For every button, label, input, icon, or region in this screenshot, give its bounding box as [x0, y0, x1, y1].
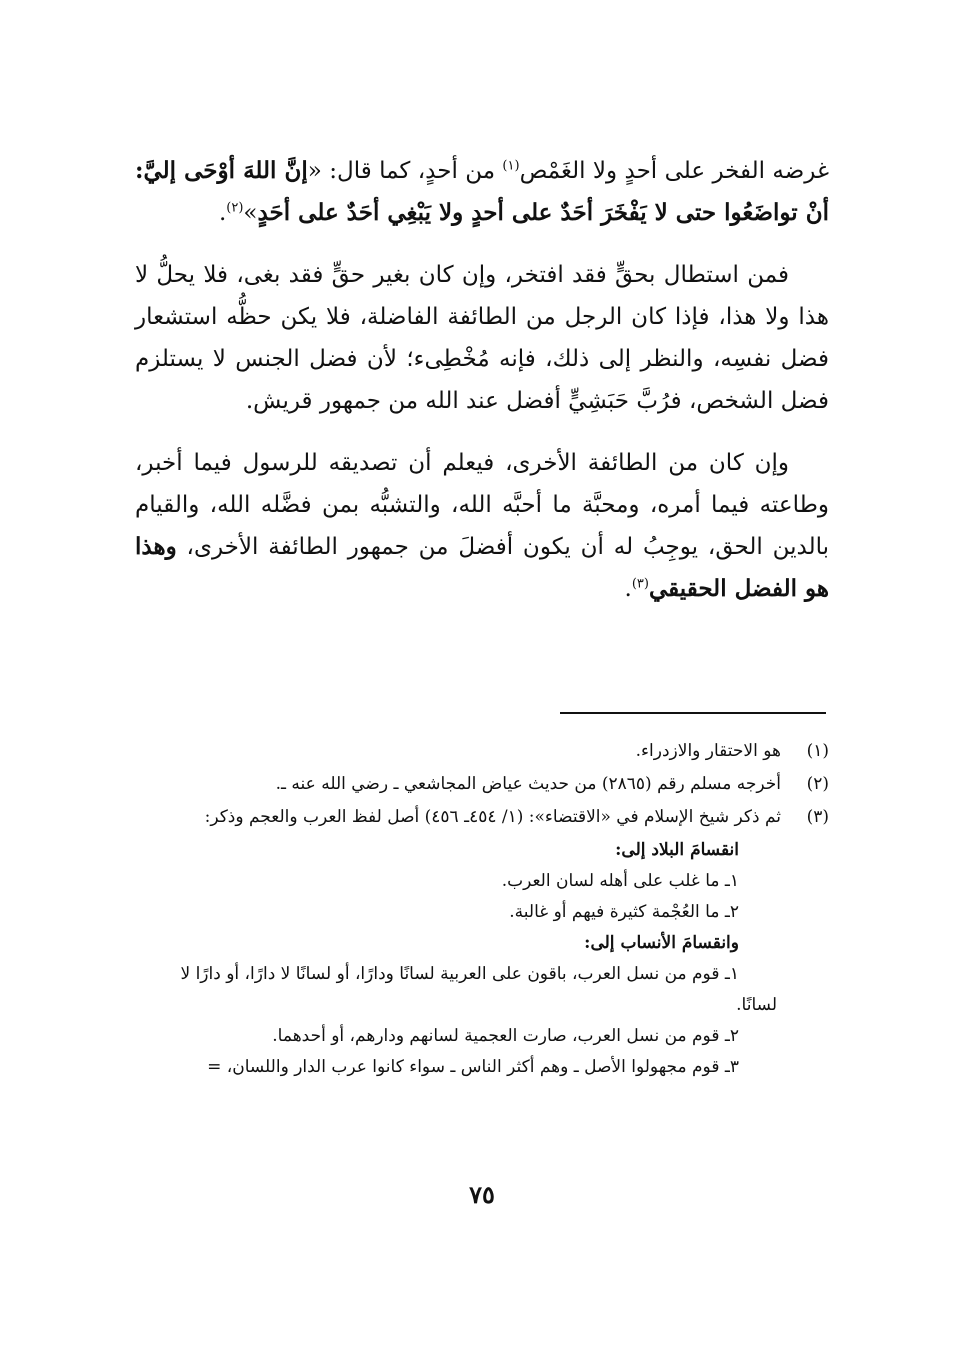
footnotes [135, 736, 829, 1083]
footnote-number: (٣) [806, 807, 829, 827]
footnote-text: ثم ذكر شيخ الإسلام في «الاقتضاء»: (١/ ٤٥٤ـ ٤٥٦) أصل لفظ العرب والعجم وذكر: [204, 807, 781, 827]
footnote-number: (١) [806, 741, 829, 761]
footnote-subheading-lands: انقسامَ البلاد إلى: [615, 840, 739, 860]
paragraph-text: من أحدٍ، كما قال: « [307, 158, 503, 184]
footnote-list-item: ١ـ قوم من نسل العرب، باقون على العربية لسانًا ودارًا، أو لسانًا لا دارًا، أو دارًا لا لسانًا. [180, 964, 777, 1015]
footnote-list-item: ٢ـ قوم من نسل العرب، صارت العجمية لسانهم ودارهم، أو أحدهما. [272, 1026, 739, 1046]
main-text [135, 150, 829, 630]
bold-phrase: وهذا هو الفضل الحقيقي [135, 533, 829, 602]
paragraph-1 [135, 150, 829, 234]
page-number: ٧٥ [469, 1180, 495, 1209]
paragraph-3 [135, 442, 829, 610]
footnote-number: (٢) [806, 774, 829, 794]
footnote-text: هو الاحتقار والازدراء. [635, 741, 781, 761]
paragraph-text: . [218, 200, 227, 226]
footnote-ref-3: (٣) [631, 576, 649, 592]
footnote-separator [560, 712, 826, 714]
footnote-1 [135, 736, 829, 767]
paragraph-text: وإن كان من الطائفة الأخرى، فيعلم أن تصديقه للرسول فيما أخبر، وطاعته فيما أمره، ومحبَّة ما أحبَّه الله، والتشبُّه بمن فضَّله الله، والقيام بالدين الحق، يوجِبُ له أن يكون أفضلَ من جمهور الطائفة الأخرى، [135, 450, 830, 560]
footnote-list-item: ١ـ ما غلب على أهله لسان العرب. [501, 871, 739, 891]
paragraph-2 [135, 254, 829, 422]
paragraph-text: فمن استطال بحقٍّ فقد افتخر، وإن كان بغير حقٍّ فقد بغى، فلا يحلُّ لا هذا ولا هذا، فإذا كان الرجل من الطائفة الفاضلة، فلا يكن حظُّه استشعار فضل نفسِه، والنظر إلى ذلك، فإنه مُخْطِىء؛ لأن فضل الجنس لا يستلزم فضل الشخص، فرُبَّ حَبَشِيٍّ أفضل عند الله من جمهور قريش. [135, 262, 829, 414]
footnote-list-item: ٣ـ قوم مجهولوا الأصل ـ وهم أكثر الناس ـ سواء كانوا عرب الدار واللسان، = [207, 1057, 739, 1077]
hadith-quote: إنَّ اللهَ أوْحَى إليَّ: أنْ تواضَعُوا حتى لا يَفْخَرَ أحَدٌ على أحدٍ ولا يَبْغِي أحَدٌ على أحَدٍ [135, 157, 829, 226]
footnote-ref-2: (٢) [226, 200, 244, 216]
footnote-ref-1: (١) [502, 158, 520, 174]
footnote-3 [135, 802, 829, 833]
footnote-text: أخرجه مسلم رقم (٢٨٦٥) من حديث عياض المجاشعي ـ رضي الله عنه ـ. [275, 774, 781, 794]
paragraph-text: . [624, 576, 632, 602]
paragraph-text: غرضه الفخر على أحدٍ ولا الغَمْص [519, 158, 829, 184]
footnote-list-item: ٢ـ ما العُجْمة كثيرة فيهم أو غالبة. [509, 902, 739, 922]
footnote-2 [135, 769, 829, 800]
footnote-subheading-lineages: وانقسامَ الأنساب إلى: [584, 933, 739, 953]
paragraph-text: » [243, 200, 258, 226]
